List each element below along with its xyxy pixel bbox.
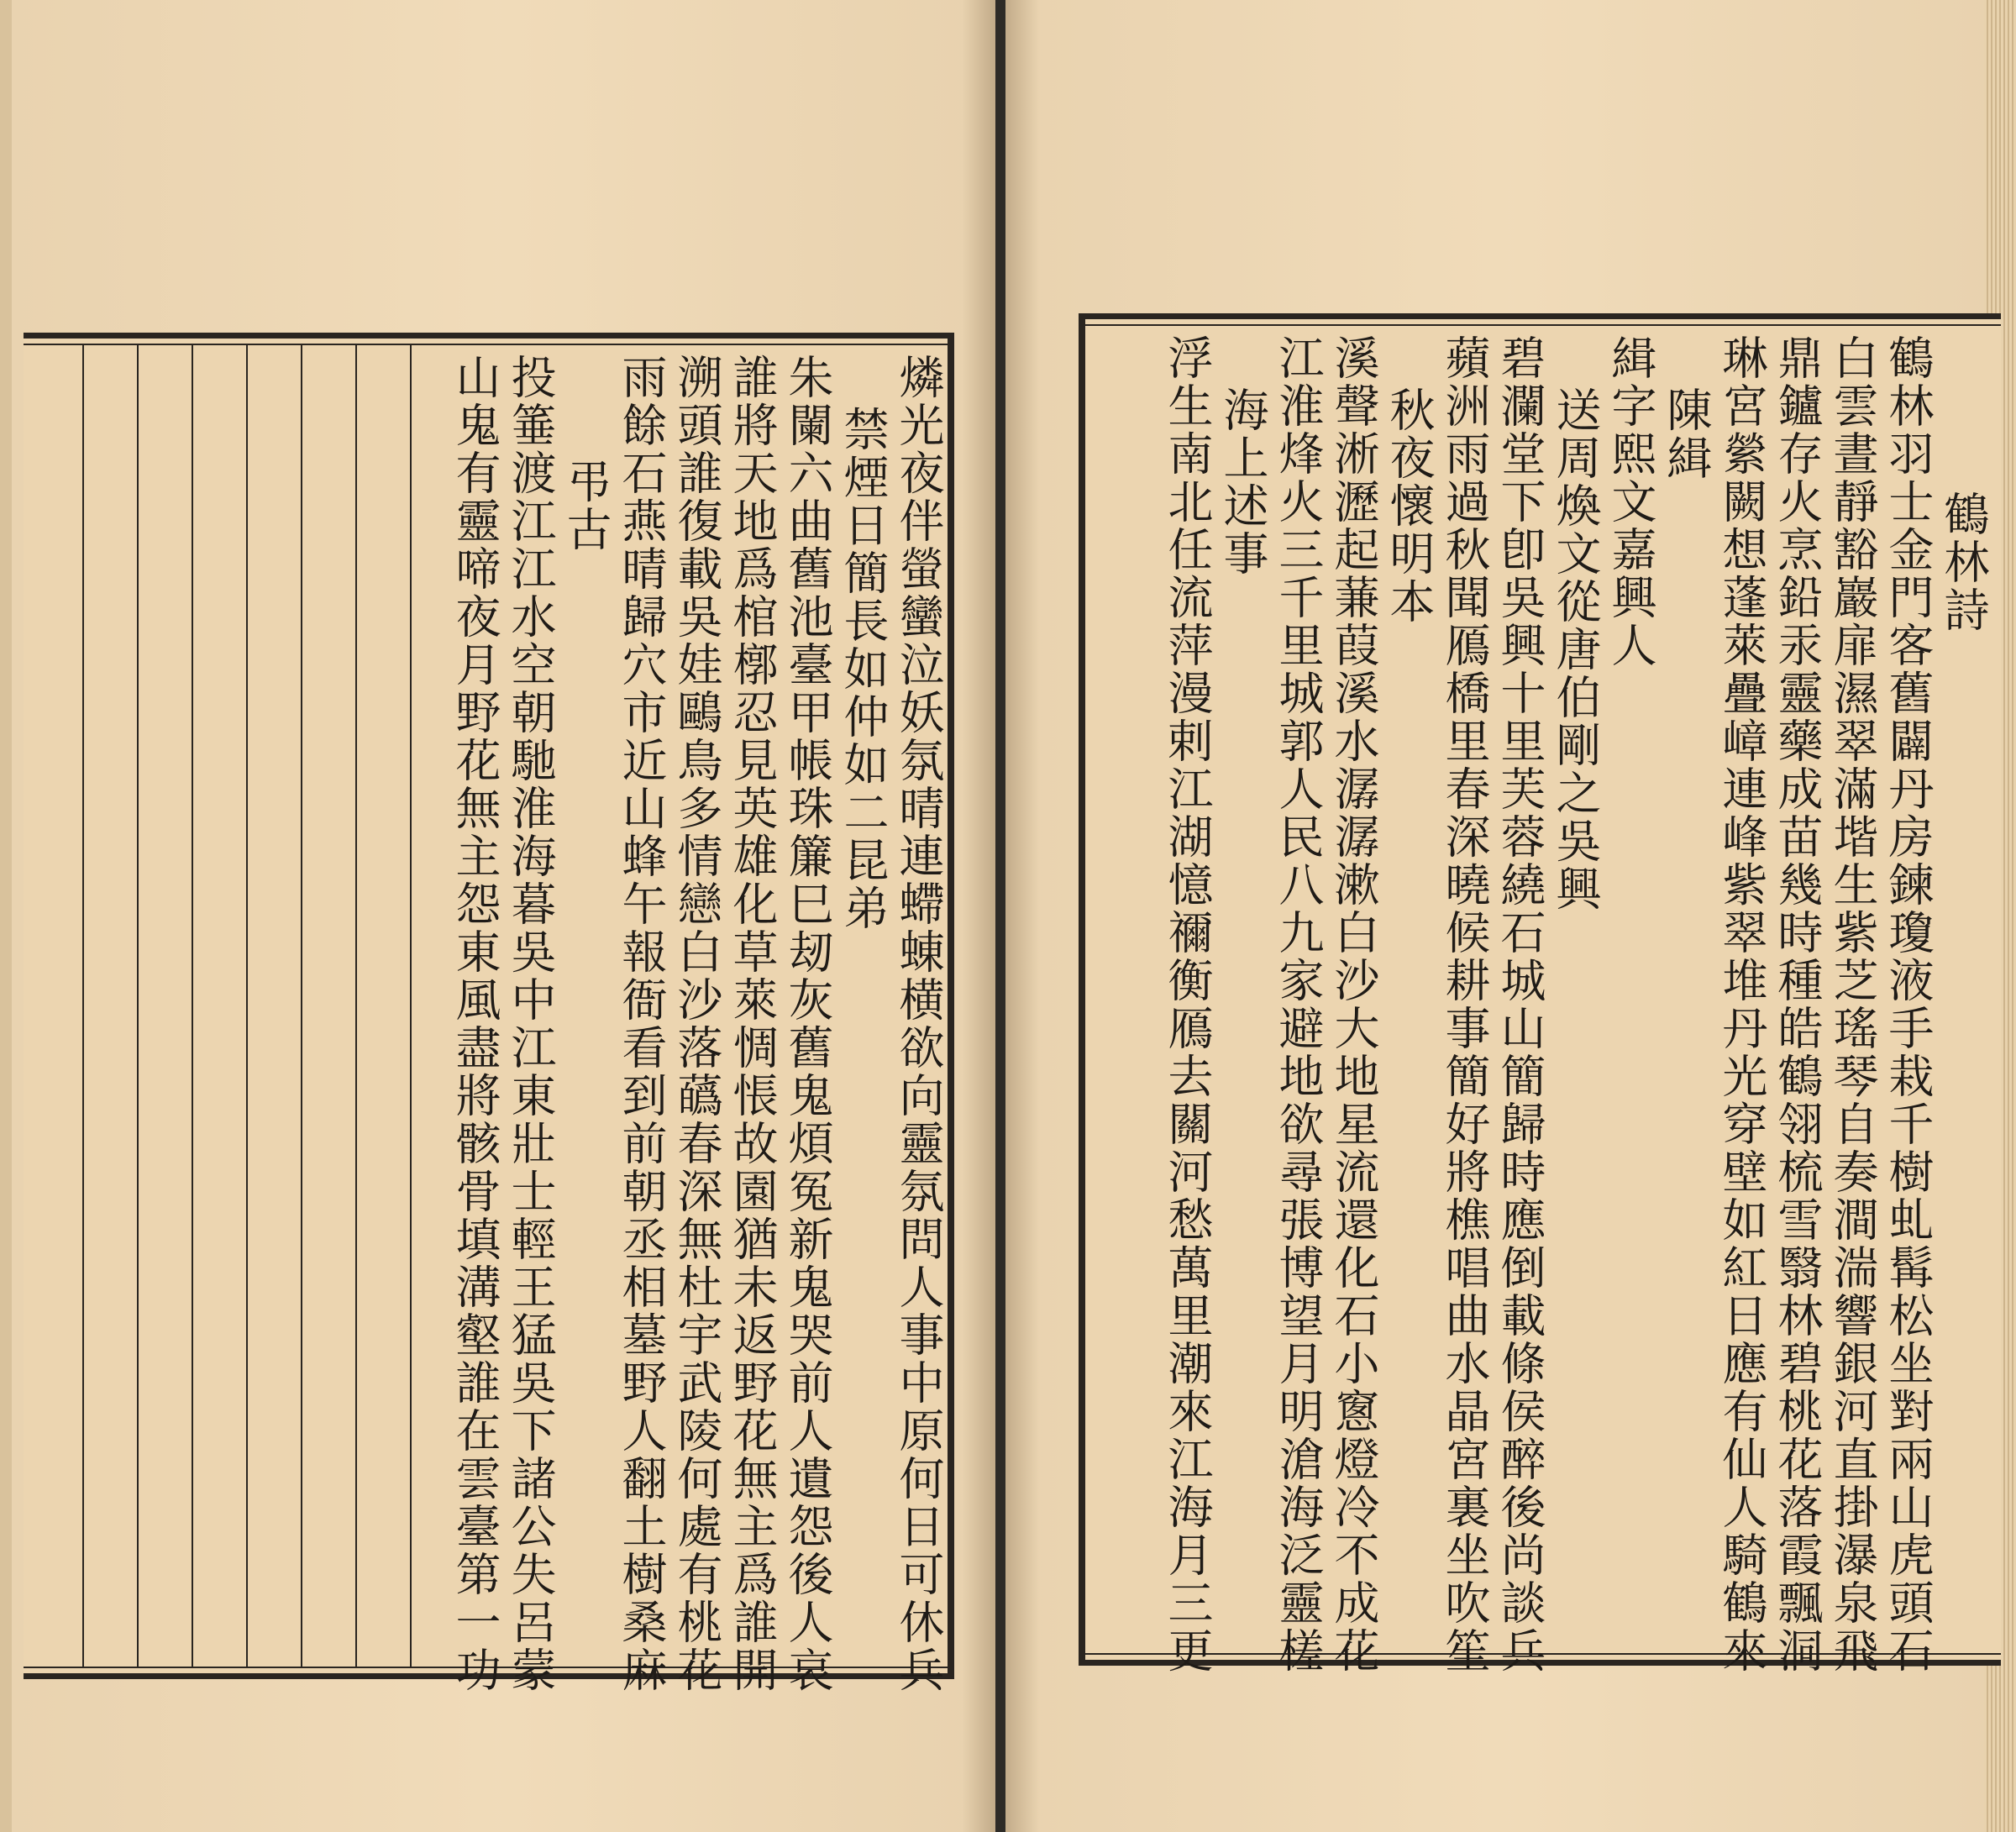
text-column: 陳緝 [1660, 386, 1713, 482]
text-column: 鼎鑪存火烹鉛汞靈藥成苗幾時種皓鶴翎梳雪翳林碧桃花落霞飄洞 [1771, 334, 1824, 1675]
text-column: 海上述事 [1216, 386, 1269, 578]
text-column: 投箠渡江江水空朝馳淮海暮吳中江東壯士輕王猛吳下諸公失呂蒙 [504, 354, 557, 1694]
text-column: 鶴林羽士金門客舊闢丹房鍊瓊液手栽千樹虬髯松坐對兩山虎頭石 [1882, 334, 1935, 1675]
column-rule [82, 345, 84, 1667]
text-column: 燐光夜伴螢蠻泣妖氛晴連螮蝀横欲向靈氛問人事中原何日可休兵 [892, 354, 945, 1694]
text-column: 溯頭誰復載吳娃鷗鳥多情戀白沙落蘤春深無杜宇武陵何處有桃花 [670, 354, 723, 1694]
frame-inner-line [1085, 324, 2001, 326]
text-column: 朱闌六曲舊池臺甲帳珠簾巳刼灰舊鬼煩冤新鬼哭前人遺怨後人哀 [781, 354, 834, 1694]
text-column: 秋夜懷明本 [1383, 386, 1436, 626]
text-column: 雨餘石燕晴歸穴市近山蜂午報衙看到前朝丞相墓野人翻土樹桑麻 [615, 354, 668, 1694]
column-rule [301, 345, 302, 1667]
text-column: 送周煥文從唐伯剛之吳興 [1549, 386, 1602, 913]
text-column: 禁煙日簡長如仲如二昆弟 [837, 406, 890, 932]
left-text-frame [24, 333, 954, 1694]
page-edge-left [0, 0, 12, 1832]
right-text-frame [1079, 313, 2001, 1675]
left-page [0, 0, 995, 1832]
text-column: 浮生南北任流萍漫剌江湖憶禰衡鴈去關河愁萬里潮來江海月三更 [1161, 334, 1214, 1675]
text-column: 江淮烽火三千里城郭人民八九家避地欲尋張博望月明滄海泛靈槎 [1272, 334, 1325, 1675]
column-rule [192, 345, 193, 1667]
text-column: 碧瀾堂下卽吳興十里芙蓉繞石城山簡歸時應倒載條侯醉後尚談兵 [1494, 334, 1546, 1675]
text-column: 溪聲淅瀝起蒹葭溪水潺潺漱白沙大地星流還化石小窻燈冷不成花 [1327, 334, 1380, 1675]
column-rule [410, 345, 412, 1667]
column-rule [137, 345, 139, 1667]
frame-inner-line [24, 344, 948, 345]
column-rule [355, 345, 357, 1667]
text-column: 誰將天地爲棺槨忍見英雄化草萊惆悵故園猶未返野花無主爲誰開 [726, 354, 779, 1694]
text-column: 鶴林詩 [1937, 491, 1990, 634]
gutter-shadow-right [1005, 0, 1039, 1832]
text-column: 白雲晝靜豁巖扉濕翠滿堦生紫芝瑤琴自奏澗湍響銀河直掛瀑泉飛 [1826, 334, 1879, 1675]
gutter-shadow-left [962, 0, 995, 1832]
column-rule [246, 345, 248, 1667]
text-column: 山鬼有靈啼夜月野花無主怨東風盡將骸骨填溝壑誰在雲臺第一功 [449, 354, 501, 1694]
text-column: 蘋洲雨過秋聞鴈橋里春深曉候耕事簡好將樵唱曲水晶宮裏坐吹笙 [1438, 334, 1491, 1675]
text-column: 緝字熙文嘉興人 [1604, 334, 1657, 669]
text-column: 琳宮縈闕想蓬萊疊嶂連峰紫翠堆丹光穿壁如紅日應有仙人騎鶴來 [1715, 334, 1768, 1675]
right-page [1005, 0, 2016, 1832]
text-column: 弔古 [559, 458, 612, 554]
